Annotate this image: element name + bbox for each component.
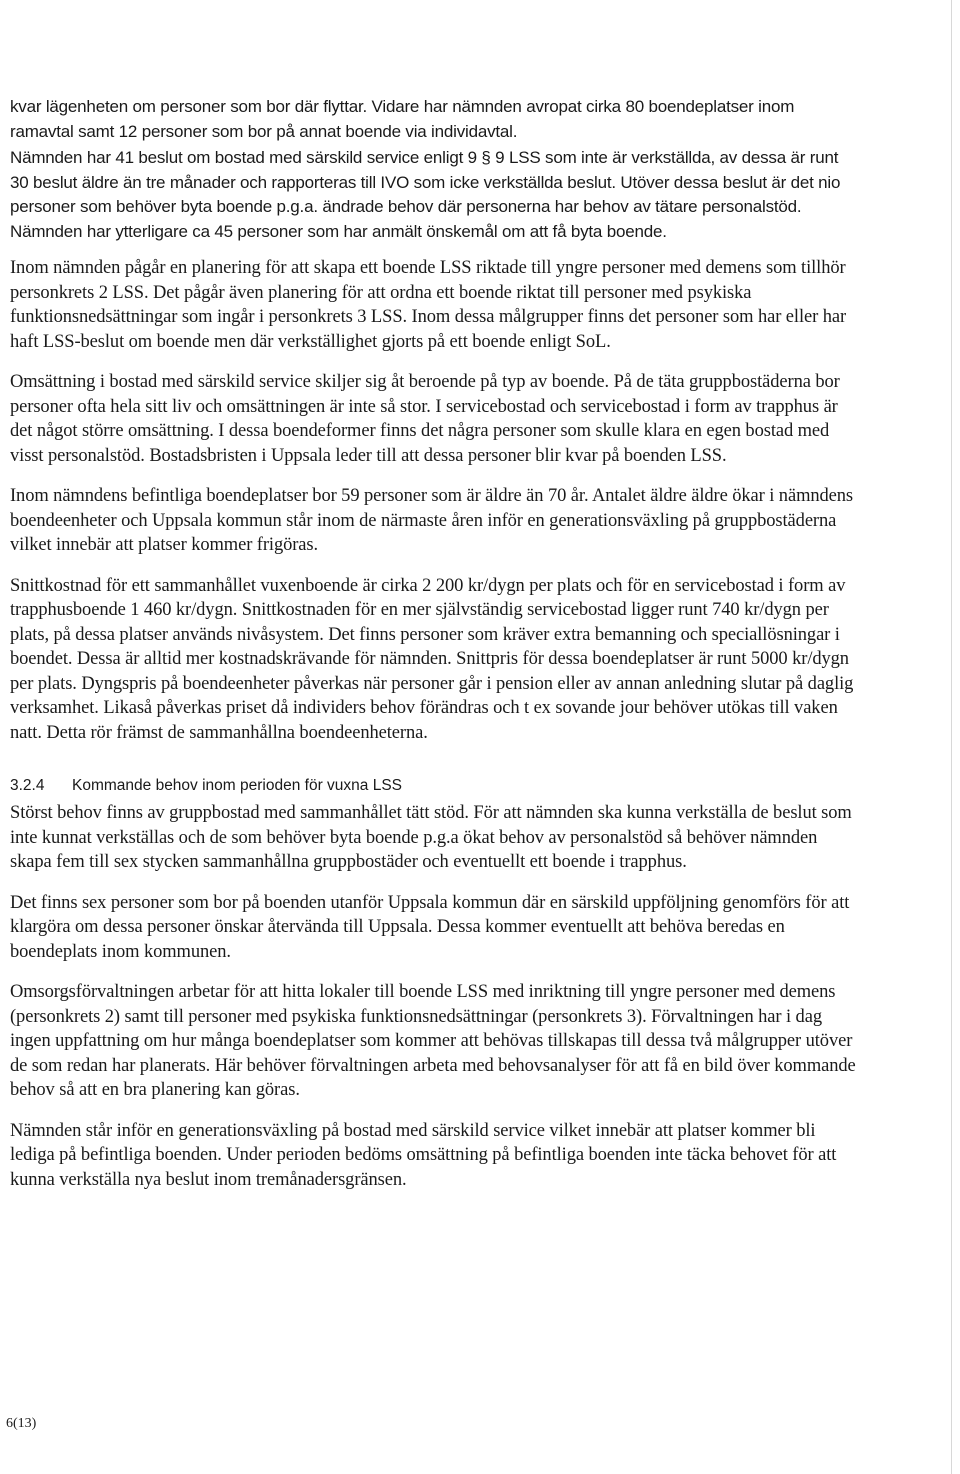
paragraph-planning: Inom nämnden pågår en planering för att skapa ett boende LSS riktade till yngre personer med demens som tillhör personkrets 2 LSS. Det pågår även planering för att ordna ett boende riktat till personer med psykiska funktionsnedsättningar som ingår i personkrets 3 LSS. Inom dessa målgrupper finns det personer som har eller har haft LSS-beslut om boende men där verkställighet gjorts på ett boende enligt SoL. bbox=[10, 258, 847, 352]
document-page bbox=[10, 95, 860, 1208]
paragraph-continuation: kvar lägenheten om personer som bor där flyttar. Vidare har nämnden avropat cirka 80 boendeplatser inom ramavtal samt 12 personer som bor på annat boende via individavtal. bbox=[10, 97, 795, 141]
section-heading bbox=[10, 775, 860, 797]
section-paragraph-group-housing: Störst behov finns av gruppbostad med sammanhållet tätt stöd. För att nämnden ska kunna verkställa de beslut som inte kunnat verkställas och de som behöver byta boende p.g.a ökat behov av personalstöd så behöver nämnden skapa fem till sex stycken sammanhållna gruppbostäder och eventuellt ett boende i trapphus. bbox=[10, 803, 852, 872]
section-title: Kommande behov inom perioden för vuxna LSS bbox=[72, 777, 403, 794]
paragraph-costs: Snittkostnad för ett sammanhållet vuxenboende är cirka 2 200 kr/dygn per plats och för en servicebostad i form av trapphusboende 1 460 kr/dygn. Snittkostnaden för en mer självständig servicebostad ligger runt 740 kr/dygn per plats, på dessa platser används nivåsystem. Det finns personer som kräver extra bemanning och speciallösningar i boendet. Dessa är alltid mer kostnadskrävande för nämnden. Snittpris för dessa boendeplatser är runt 5000 kr/dygn per plats. Dyngspris på boendeenheter påverkas när personer går i pension eller av annan anledning slutar på daglig verksamhet. Likaså påverkas priset då individers behov förändras och t ex sovande jour behöver utökas till vaken natt. Detta rör främst de sammanhållna boendeenheterna. bbox=[10, 575, 854, 743]
section-paragraph-outside-placements: Det finns sex personer som bor på boenden utanför Uppsala kommun där en särskild uppföljning genomförs för att klargöra om dessa personer önskar återvända till Uppsala. Dessa kommer eventuellt att behöva beredas en boendeplats inom kommunen. bbox=[10, 892, 850, 962]
section-paragraph-generation-change: Nämnden står inför en generationsväxling på bostad med särskild service vilket innebär att platser kommer bli lediga på befintliga boenden. Under perioden bedöms omsättning på befintliga boenden inte täcka behovet för att kunna verkställa nya beslut inom tremånadersgränsen. bbox=[10, 1120, 837, 1190]
section-paragraph-premises: Omsorgsförvaltningen arbetar för att hitta lokaler till boende LSS med inriktning till yngre personer med demens (personkrets 2) samt till personer med psykiska funktionsnedsättningar (personkrets 3). Förvaltningen har i dag ingen uppfattning om hur många boendeplatser som kommer att behövas tillskapas till dessa två målgrupper utöver de som redan har planerats. Här behöver förvaltningen arbeta med behovsanalyser för att få en bild över kommande behov så att en bra planering kan göras. bbox=[10, 982, 856, 1100]
page-number: 6(13) bbox=[6, 1416, 37, 1431]
page-edge-line bbox=[951, 0, 952, 1474]
paragraph-turnover: Omsättning i bostad med särskild service skiljer sig åt beroende på typ av boende. På de täta gruppbostäderna bor personer ofta hela sitt liv och omsättningen är inte så stor. I servicebostad och servicebostad i form av trapphus är det något större omsättning. I dessa boendeformer finns det några personer som skulle klara en egen bostad med visst personalstöd. Bostadsbristen i Uppsala leder till att dessa personer blir kvar på boenden LSS. bbox=[10, 372, 840, 466]
paragraph-elderly-residents: Inom nämndens befintliga boendeplatser bor 59 personer som är äldre än 70 år. Antalet äldre äldre ökar i nämndens boendeenheter och Uppsala kommun står inom de närmaste åren inför en generationsväxling på gruppbostäderna vilket innebär att platser kommer frigöras. bbox=[10, 486, 854, 555]
section-number: 3.2.4 bbox=[10, 777, 45, 794]
paragraph-unexecuted-decisions: Nämnden har 41 beslut om bostad med särskild service enligt 9 § 9 LSS som inte är verkställda, av dessa är runt 30 beslut äldre än tre månader och rapporteras till IVO som icke verkställda beslut. Utöver dessa beslut är det nio personer som behöver byta boende p.g.a. ändrade behov där personerna har behov av tätare personalstöd. Nämnden har ytterligare ca 45 personer som har anmält önskemål om att få byta boende. bbox=[10, 148, 841, 241]
